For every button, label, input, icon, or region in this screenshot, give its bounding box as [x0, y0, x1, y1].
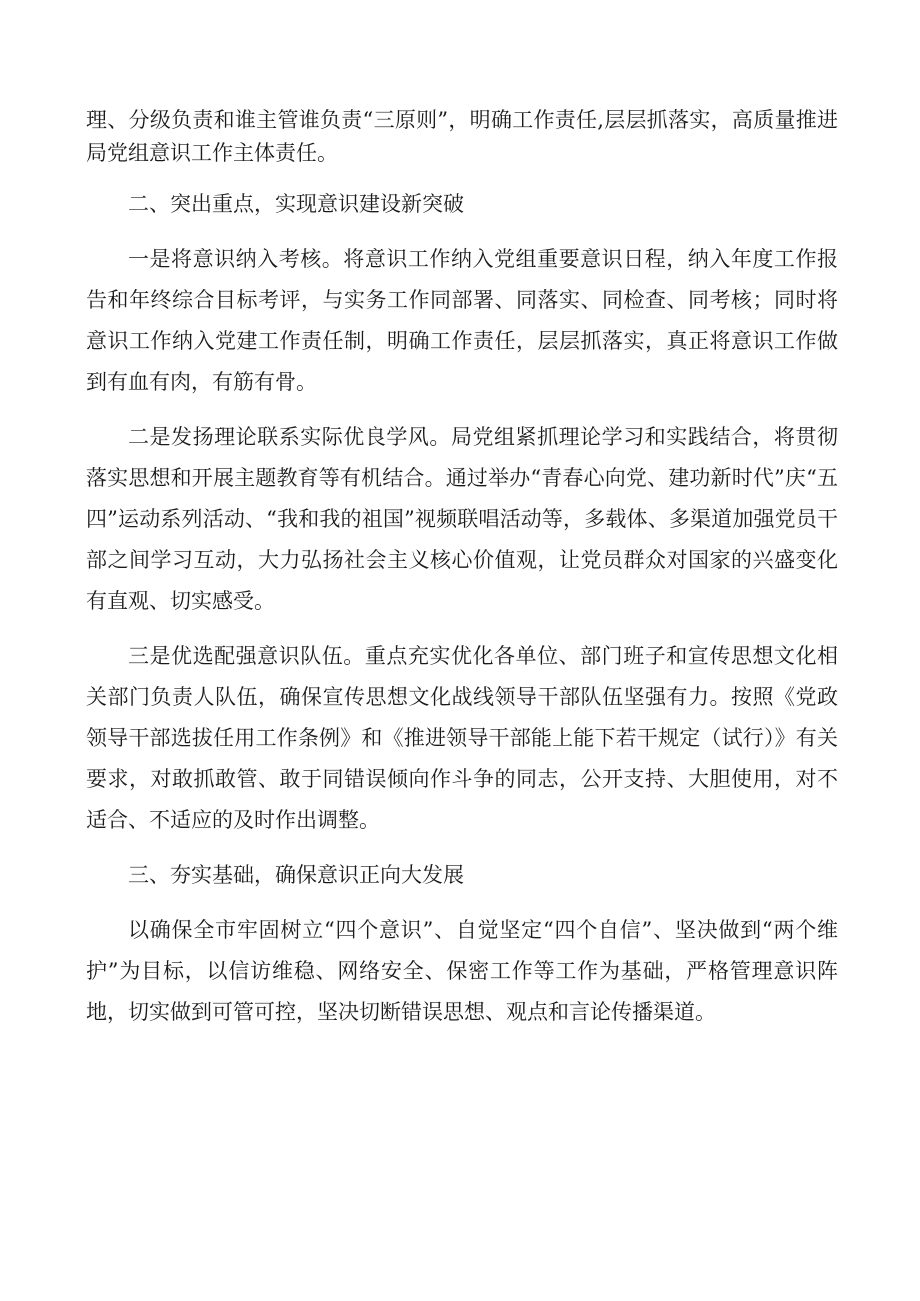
paragraph-continuation: 理、分级负责和谁主管谁负责“三原则”，明确工作责任,层层抓落实，高质量推进局党组意识工作主体责任。 [86, 108, 838, 165]
section-heading-2: 二、突出重点，实现意识建设新突破 [128, 192, 464, 216]
paragraph-study-style: 二是发扬理论联系实际优良学风。局党组紧抓理论学习和实践结合，将贯彻落实思想和开展主题教育等有机结合。通过举办“青春心向党、建功新时代”庆“五四”运动系列活动、“我和我的祖国”视频联唱活动等，多载体、多渠道加强党员干部之间学习互动，大力弘扬社会主义核心价值观，让党员群众对国家的兴盛变化有直观、切实感受。 [86, 425, 838, 613]
section-heading-3: 三、夯实基础，确保意识正向大发展 [128, 863, 464, 887]
paragraph-assessment: 一是将意识纳入考核。将意识工作纳入党组重要意识日程，纳入年度工作报告和年终综合目标考评，与实务工作同部署、同落实、同检查、同考核；同时将意识工作纳入党建工作责任制，明确工作责任，层层抓落实，真正将意识工作做到有血有肉，有筋有骨。 [86, 247, 838, 394]
paragraph-foundation: 以确保全市牢固树立“四个意识”、自觉坚定“四个自信”、坚决做到“两个维护”为目标，以信访维稳、网络安全、保密工作等工作为基础，严格管理意识阵地，切实做到可管可控，坚决切断错误思想、观点和言论传播渠道。 [86, 918, 838, 1024]
document-page [86, 104, 838, 1033]
paragraph-team: 三是优选配强意识队伍。重点充实优化各单位、部门班子和宣传思想文化相关部门负责人队伍，确保宣传思想文化战线领导干部队伍坚强有力。按照《党政领导干部选拔任用工作条例》和《推进领导干部能上能下若干规定（试行）》有关要求，对敢抓敢管、敢于同错误倾向作斗争的同志，公开支持、大胆使用，对不适合、不适应的及时作出调整。 [86, 644, 838, 832]
